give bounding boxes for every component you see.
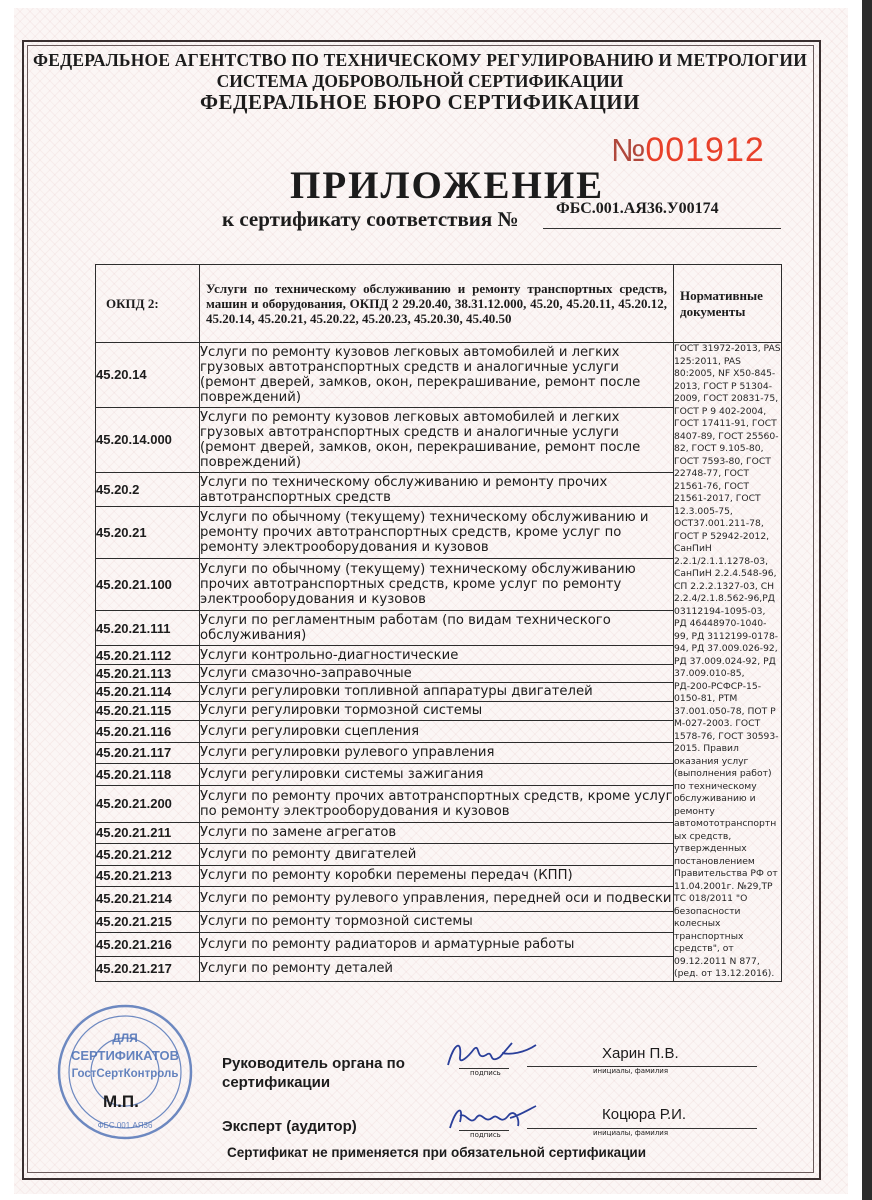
head-sign-caption: подпись (470, 1069, 501, 1077)
system-title: СИСТЕМА ДОБРОВОЛЬНОЙ СЕРТИФИКАЦИИ (216, 71, 624, 91)
bureau-title: ФЕДЕРАЛЬНОЕ БЮРО СЕРТИФИКАЦИИ (200, 90, 640, 114)
row-description: Услуги по обычному (текущему) техническому обслуживанию и ремонту прочих автотранспортных средств, кроме услуг по ремонту электрооборудования и кузовов (200, 506, 674, 558)
row-code: 45.20.14.000 (96, 407, 200, 473)
row-code: 45.20.14 (96, 343, 200, 408)
row-description: Услуги по ремонту кузовов легковых автомобилей и легких грузовых автотранспортных средств и аналогичные услуги (ремонт дверей, замков, окон, перекрашивание, ремонт после повреждений) (200, 407, 674, 473)
row-code: 45.20.21.212 (96, 844, 200, 866)
table-header-row (96, 265, 782, 343)
header-docs: Нормативные документы (674, 265, 782, 343)
row-code: 45.20.2 (96, 473, 200, 507)
head-name-caption: инициалы, фамилия (593, 1067, 669, 1075)
row-code: 45.20.21.114 (96, 683, 200, 701)
certificate-number-underline (543, 228, 781, 229)
row-code: 45.20.21.115 (96, 701, 200, 720)
table-row (96, 343, 782, 408)
row-description: Услуги по ремонту тормозной системы (200, 911, 674, 933)
row-description: Услуги регулировки сцепления (200, 721, 674, 743)
row-code: 45.20.21.100 (96, 559, 200, 611)
expert-sign-caption: подпись (470, 1131, 501, 1139)
row-description: Услуги по ремонту деталей (200, 956, 674, 981)
stamp-line-3: ГостСертКонтроль (71, 1068, 179, 1080)
row-code: 45.20.21.112 (96, 646, 200, 664)
row-description: Услуги по обычному (текущему) техническому обслуживанию прочих автотранспортных средств, кроме услуг по ремонту электрооборудования и кузовов (200, 559, 674, 611)
stamp-line-2: СЕРТИФИКАТОВ (70, 1048, 180, 1063)
row-code: 45.20.21.116 (96, 721, 200, 743)
row-description: Услуги по ремонту радиаторов и арматурные работы (200, 933, 674, 957)
number-value: 001912 (645, 131, 765, 169)
row-description: Услуги по техническому обслуживанию и ремонту прочих автотранспортных средств (200, 473, 674, 507)
row-code: 45.20.21.118 (96, 764, 200, 786)
row-code: 45.20.21.213 (96, 865, 200, 887)
mp-label: М.П. (103, 1092, 139, 1111)
row-description: Услуги по замене агрегатов (200, 822, 674, 844)
row-code: 45.20.21.217 (96, 956, 200, 981)
header-services: Услуги по техническому обслуживанию и ремонту транспортных средств, машин и оборудования, ОКПД 2 29.20.40, 38.31.12.000, 45.20, 45.20.11, 45.20.12, 45.20.14, 45.20.21, 45.20.22, 45.20.23, 45.20.30, 45.40.50 (200, 265, 674, 343)
row-code: 45.20.21.214 (96, 887, 200, 912)
row-description: Услуги по ремонту двигателей (200, 844, 674, 866)
row-code: 45.20.21 (96, 506, 200, 558)
header-code: ОКПД 2: (96, 265, 200, 343)
stamp-line-1: ДЛЯ (112, 1031, 138, 1045)
row-description: Услуги по ремонту рулевого управления, передней оси и подвески (200, 887, 674, 912)
stamp-bottom: ФБС.001.АЯ36 (97, 1121, 153, 1130)
head-name: Харин П.В. (602, 1045, 679, 1062)
row-description: Услуги по ремонту кузовов легковых автомобилей и легких грузовых автотранспортных средств и аналогичные услуги (ремонт дверей, замков, окон, перекрашивание, ремонт после повреждений) (200, 343, 674, 408)
certificate-number: ФБС.001.АЯ36.У00174 (556, 200, 719, 217)
row-description: Услуги по ремонту прочих автотранспортных средств, кроме услуг по ремонту электрооборудования и кузовов (200, 785, 674, 822)
expert-name-caption: инициалы, фамилия (593, 1129, 669, 1137)
row-description: Услуги регулировки рулевого управления (200, 742, 674, 764)
form-number (611, 131, 765, 170)
scan-edge (862, 0, 872, 1200)
row-description: Услуги по ремонту коробки перемены передач (КПП) (200, 865, 674, 887)
row-code: 45.20.21.211 (96, 822, 200, 844)
row-description: Услуги регулировки топливной аппаратуры двигателей (200, 683, 674, 701)
row-code: 45.20.21.113 (96, 664, 200, 682)
head-role: Руководитель органа по сертификации (222, 1055, 405, 1091)
row-code: 45.20.21.117 (96, 742, 200, 764)
row-description: Услуги регулировки тормозной системы (200, 701, 674, 720)
row-description: Услуги по регламентным работам (по видам технического обслуживания) (200, 611, 674, 646)
expert-name: Коцюра Р.И. (602, 1106, 687, 1123)
row-code: 45.20.21.215 (96, 911, 200, 933)
organization-stamp (50, 1000, 200, 1145)
row-description: Услуги смазочно-заправочные (200, 664, 674, 682)
row-description: Услуги контрольно-диагностические (200, 646, 674, 664)
row-description: Услуги регулировки системы зажигания (200, 764, 674, 786)
row-code: 45.20.21.200 (96, 785, 200, 822)
row-code: 45.20.21.216 (96, 933, 200, 957)
page-subtitle: к сертификату соответствия № (222, 207, 519, 231)
services-table (95, 264, 782, 982)
normative-documents: ГОСТ 31972-2013, PAS 125:2011, PAS 80:2005, NF X50-845-2013, ГОСТ Р 51304-2009, ГОСТ 20831-75, ГОСТ Р 9 402-2004, ГОСТ 17411-91, ГОСТ 8407-89, ГОСТ 25560-82, ГОСТ 9.105-80, ГОСТ 7593-80, ГОСТ 22748-77, ГОСТ 21561-76, ГОСТ 21561-2017, ГОСТ 12.3.005-75, ОСТ37.001.211-78, ГОСТ Р 52942-2012, СанПиН 2.2.1/2.1.1.1278-03, СанПиН 2.2.4.548-96, СП 2.2.2.1327-03, СН 2.2.4/2.1.8.562-96,РД 03112194-1095-03, РД 46448970-1040-99, РД 3112199-0178-94, РД 37.009.026-92, РД 37.009.024-92, РД 37.009.010-85, РД-200-РСФСР-15-0150-81, РТМ 37.001.050-78, ПОТ Р М-027-2003. ГОСТ 1578-76, ГОСТ 30593-2015. Правил оказания услуг (выполнения работ) по техническому обслуживанию и ремонту автомототранспортных средств, утвержденных постановлением Правительства РФ от 11.04.2001г. №29,ТР ТС 018/2011 "О безопасности колесных транспортных средств", от 09.12.2011 N 877, (ред. от 13.12.2016). (674, 343, 781, 979)
expert-role: Эксперт (аудитор) (222, 1118, 357, 1135)
page-title: ПРИЛОЖЕНИЕ (290, 164, 605, 207)
footer-note: Сертификат не применяется при обязательной сертификации (227, 1145, 647, 1160)
number-sign: № (611, 132, 646, 168)
agency-title: ФЕДЕРАЛЬНОЕ АГЕНТСТВО ПО ТЕХНИЧЕСКОМУ РЕГУЛИРОВАНИЮ И МЕТРОЛОГИИ (32, 50, 808, 70)
row-code: 45.20.21.111 (96, 611, 200, 646)
